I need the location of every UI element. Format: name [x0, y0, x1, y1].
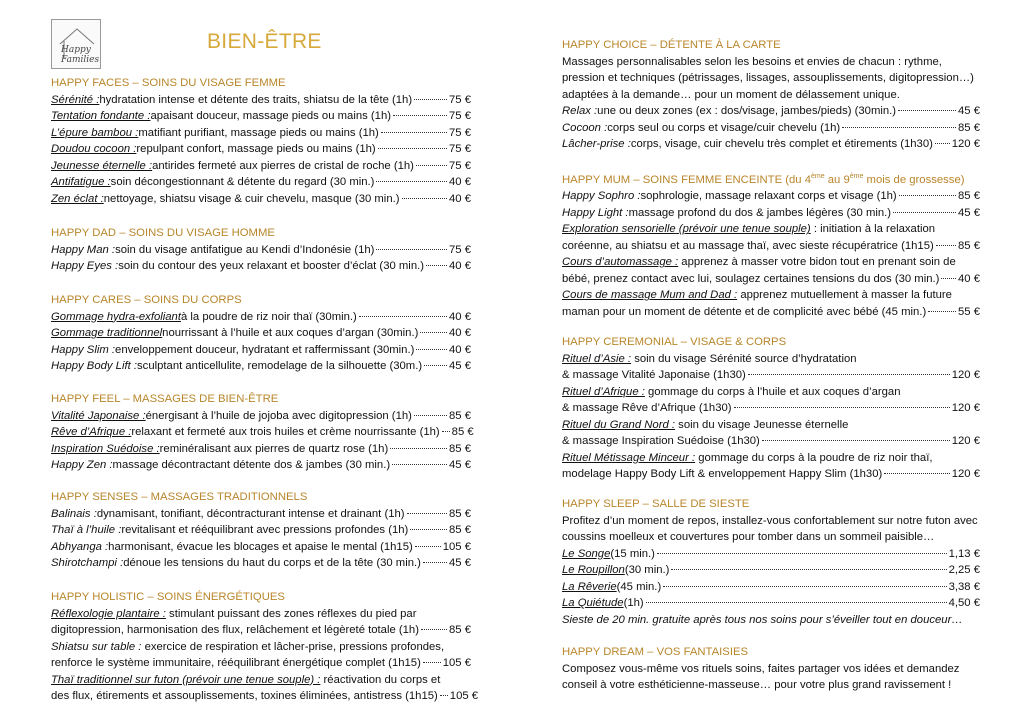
dot-leader: [378, 148, 447, 149]
item-desc: dynamisant, tonifiant, décontracturant intense et drainant (1h): [96, 507, 405, 520]
menu-item: [562, 595, 980, 612]
item-desc: sophrologie, massage relaxant corps et visage (1h): [640, 190, 897, 203]
dot-leader: [402, 198, 447, 199]
item-desc: coréenne, au shiatsu et au massage thaï, avec sieste récupératrice (1h15): [562, 239, 934, 252]
menu-item-line1: [562, 450, 980, 467]
item-price: 105 €: [442, 657, 471, 669]
menu-item: [51, 174, 471, 191]
item-price: 55 €: [958, 305, 980, 318]
section-happy-dream: [562, 644, 980, 694]
section-title: HAPPY CARES – SOINS DU CORPS: [51, 294, 242, 306]
item-price: 85 €: [449, 409, 471, 422]
item-desc: (30 min.): [624, 564, 670, 576]
item-price: 105 €: [442, 540, 471, 553]
section-title: HAPPY SLEEP – SALLE DE SIESTE: [562, 498, 750, 510]
title-sup: ème: [849, 173, 864, 180]
logo-text: [61, 45, 99, 65]
section-happy-mum: [562, 169, 980, 320]
item-price: 40 €: [449, 176, 471, 188]
menu-item: [51, 242, 471, 259]
dot-leader: [442, 431, 450, 432]
item-price: 40 €: [449, 260, 471, 272]
item-name: Antifatigue :: [51, 176, 111, 188]
item-desc-line1: : initiation à la relaxation: [810, 223, 936, 236]
dot-leader: [893, 212, 956, 213]
item-name: Le Roupillon: [562, 564, 625, 576]
item-name: Tentation fondante :: [51, 110, 151, 122]
item-desc: & massage Inspiration Suédoise (1h30): [562, 435, 760, 447]
menu-item-line1: [51, 639, 471, 656]
item-desc: nettoyage, shiatsu visage & cuir chevelu, masque (30 min.): [103, 192, 400, 205]
item-desc: des flux, étirements et assouplissements, toxines éliminées, antistress (1h15): [51, 690, 438, 702]
item-price: 75 €: [449, 110, 471, 122]
item-name: Rêve d’Afrique :: [51, 426, 132, 438]
dot-leader: [390, 448, 447, 449]
menu-item: [51, 158, 471, 175]
section-intro: Composez vous-même vos rituels soins, faites partager vos idées et demandez conseil à votre esthéticienne-masseuse… pour votre plus grand ravissement !: [562, 662, 960, 691]
item-price: 120 €: [951, 468, 980, 480]
item-desc-line1: apprenez mutuellement à masser la future: [737, 289, 952, 302]
menu-item: [562, 136, 980, 153]
dot-leader: [941, 278, 956, 279]
title-part: mois de grossesse): [863, 173, 965, 186]
item-name: Happy Zen :: [51, 459, 113, 471]
dot-leader: [657, 553, 947, 554]
menu-item: [51, 622, 471, 639]
menu-item: [51, 506, 471, 523]
item-desc-line1: gommage du corps à l’huile et aux coques d’argan: [644, 385, 901, 398]
item-name: Rituel du Grand Nord :: [562, 418, 676, 431]
item-name: La Rêverie: [562, 580, 617, 593]
dot-leader: [663, 586, 946, 587]
logo-line2: Families: [61, 55, 100, 65]
dot-leader: [376, 181, 447, 182]
section-title: HAPPY FEEL – MASSAGES DE BIEN-ÊTRE: [51, 393, 279, 405]
dot-leader: [762, 440, 950, 441]
section-happy-holistic: [51, 589, 479, 705]
item-desc: corps seul ou corps et visage/cuir chevelu (1h): [607, 121, 841, 134]
item-desc: antirides fermeté aux pierres de cristal de roche (1h): [152, 159, 414, 172]
item-name: Inspiration Suédoise :: [51, 442, 160, 455]
menu-item: [562, 271, 980, 288]
section-title: HAPPY FACES – SOINS DU VISAGE FEMME: [51, 77, 286, 89]
dot-leader: [407, 513, 447, 514]
item-name: Jeunesse éternelle :: [51, 159, 153, 172]
item-price: 45 €: [449, 557, 471, 569]
item-desc: bébé, prenez contact avec lui, soulagez certaines tensions du dos (30 min.): [562, 272, 940, 285]
menu-item: [51, 441, 471, 458]
item-name: Gommage hydra-exfoliant: [51, 310, 181, 323]
dot-leader: [392, 464, 447, 465]
dot-leader: [423, 562, 447, 563]
item-name: Shiatsu sur table :: [51, 640, 142, 653]
item-desc: massage décontractant détente dos & jambes (30 min.): [112, 459, 391, 471]
section-intro: Profitez d’un moment de repos, installez-vous confortablement sur notre futon avec coussins moelleux et couvertures pour tomber dans un sommeil paisible…: [562, 514, 978, 543]
item-desc-line1: réactivation du corps et: [320, 673, 441, 686]
item-name: Rituel d’Asie :: [562, 352, 632, 365]
section-happy-feel: [51, 391, 474, 474]
item-name: Thaï à l’huile :: [51, 524, 122, 536]
dot-leader: [646, 602, 947, 603]
item-desc-line1: gommage du corps à la poudre de riz noir thaï,: [695, 451, 933, 464]
dot-leader: [936, 245, 956, 246]
menu-item: [51, 688, 479, 705]
item-price: 105 €: [449, 690, 479, 702]
dot-leader: [416, 349, 447, 350]
menu-item: [562, 304, 980, 321]
section-happy-senses: [51, 489, 471, 572]
item-desc: sculptant anticellulite, remodelage de la silhouette (30m.): [137, 360, 423, 372]
menu-item-line1: [51, 606, 471, 623]
dot-leader: [421, 629, 447, 630]
item-price: 120 €: [951, 138, 980, 150]
menu-item: [51, 539, 471, 556]
item-price: 75 €: [449, 126, 471, 139]
item-name: Cours d’automassage :: [562, 256, 679, 269]
section-title: HAPPY DAD – SOINS DU VISAGE HOMME: [51, 227, 275, 239]
section-title: HAPPY CHOICE – DÉTENTE À LA CARTE: [562, 39, 781, 51]
item-name-note: (prévoir une tenue souple): [675, 223, 811, 236]
item-price: 120 €: [951, 369, 980, 381]
dot-leader: [381, 132, 447, 133]
item-name: Doudou cocoon :: [51, 143, 137, 155]
item-price: 85 €: [449, 624, 471, 636]
section-title: HAPPY CEREMONIAL – VISAGE & CORPS: [562, 336, 787, 348]
item-desc: (1h): [623, 597, 644, 609]
item-desc: harmonisant, évacue les blocages et apaise le mental (1h15): [108, 540, 413, 553]
dot-leader: [376, 249, 447, 250]
item-desc: soin décongestionnant & détente du regard (30 min.): [110, 176, 375, 188]
item-desc: revitalisant et rééquilibrant avec pressions profondes (1h): [121, 524, 409, 536]
item-name: Happy Light :: [562, 206, 629, 219]
item-price: 85 €: [451, 426, 474, 438]
item-price: 40 €: [449, 327, 471, 339]
menu-item: [51, 555, 471, 572]
item-desc: à la poudre de riz noir thaï (30min.): [180, 310, 357, 323]
item-desc: matifiant purifiant, massage pieds ou mains (1h): [138, 126, 379, 139]
menu-item: [51, 424, 474, 441]
item-name: Zen éclat :: [51, 192, 104, 205]
dot-leader: [928, 311, 956, 312]
item-price: 2,25 €: [948, 564, 980, 576]
menu-item: [562, 546, 980, 563]
item-price: 120 €: [951, 402, 980, 414]
section-title: [562, 169, 980, 188]
section-title: HAPPY HOLISTIC – SOINS ÉNERGÉTIQUES: [51, 591, 285, 603]
item-name: Cocoon :: [562, 121, 608, 134]
logo: [51, 19, 101, 69]
item-desc-line1: stimulant puissant des zones réflexes du pied par: [165, 607, 417, 620]
item-desc: hydratation intense et détente des traits, shiatsu de la tête (1h): [99, 93, 413, 106]
dot-leader: [423, 662, 441, 663]
dot-leader: [414, 415, 447, 416]
section-happy-cares: [51, 292, 471, 375]
section-happy-sleep: [562, 496, 980, 628]
item-name: Le Songe: [562, 547, 611, 560]
menu-item-line1: [562, 417, 980, 434]
item-price: 75 €: [449, 143, 471, 155]
item-desc: renforce le système immunitaire, rééquilibrant énergétique complet (1h15): [51, 657, 421, 669]
item-name: Gommage traditionnel: [51, 327, 163, 339]
item-price: 45 €: [449, 360, 471, 372]
item-name: Sérénité :: [51, 93, 100, 106]
section-happy-choice: [562, 37, 980, 153]
item-price: 3,38 €: [948, 580, 980, 593]
sieste-note: Sieste de 20 min. gratuite après tous nos soins pour s’éveiller tout en douceur…: [562, 613, 963, 626]
item-name: Lâcher-prise :: [562, 138, 631, 150]
menu-item: [562, 188, 980, 205]
dot-leader: [748, 374, 950, 375]
menu-item: [51, 655, 471, 672]
item-price: 45 €: [449, 459, 471, 471]
section-happy-faces: [51, 75, 471, 207]
dot-leader: [426, 265, 447, 266]
item-name: Happy Man :: [51, 243, 116, 256]
item-price: 40 €: [449, 192, 471, 205]
menu-item: [51, 191, 471, 208]
menu-item: [562, 103, 980, 120]
menu-item-line1: [562, 221, 980, 238]
item-price: 45 €: [958, 206, 980, 219]
menu-item: [51, 125, 471, 142]
menu-item: [562, 205, 980, 222]
menu-item: [51, 342, 471, 359]
item-price: 85 €: [449, 442, 471, 455]
item-desc: massage profond du dos & jambes légères (30 min.): [628, 206, 892, 219]
menu-item: [51, 309, 471, 326]
menu-item: [51, 358, 471, 375]
item-desc: (15 min.): [610, 547, 655, 560]
item-name: Happy Eyes :: [51, 260, 119, 272]
item-desc: apaisant douceur, massage pieds ou mains (1h): [150, 110, 391, 122]
item-desc: & massage Rêve d’Afrique (1h30): [562, 402, 732, 414]
dot-leader: [884, 473, 949, 474]
menu-item: [51, 325, 471, 342]
dot-leader: [935, 143, 950, 144]
item-price: 40 €: [449, 310, 471, 323]
menu-item: [51, 108, 471, 125]
section-title: HAPPY SENSES – MASSAGES TRADITIONNELS: [51, 491, 308, 503]
item-price: 1,13 €: [948, 547, 980, 560]
dot-leader: [899, 195, 956, 196]
item-price: 85 €: [958, 190, 980, 203]
item-price: 45 €: [958, 105, 980, 117]
dot-leader: [416, 165, 447, 166]
item-price: 75 €: [449, 159, 471, 172]
menu-item: [562, 400, 980, 417]
menu-item: [51, 92, 471, 109]
menu-item-line1: [562, 254, 980, 271]
section-intro: Massages personnalisables selon les besoins et envies de chacun : rythme, pression et techniques (pétrissages, lissages, assouplissements, digitopression…) adaptées à la demande… pour un moment de délassement unique.: [562, 55, 974, 101]
dot-leader: [440, 695, 448, 696]
dot-leader: [420, 332, 447, 333]
item-price: 85 €: [958, 239, 980, 252]
dot-leader: [842, 127, 956, 128]
item-desc: une ou deux zones (ex : dos/visage, jambes/pieds) (30min.): [597, 105, 897, 117]
menu-item: [51, 522, 471, 539]
item-desc-line1: soin du visage Sérénité source d’hydratation: [631, 352, 857, 365]
menu-item: [562, 466, 980, 483]
dot-leader: [898, 110, 956, 111]
title-part: au 9: [824, 173, 850, 186]
logo-line1: Happy: [61, 45, 91, 55]
menu-item-line1: [562, 287, 980, 304]
item-name: Vitalité Japonaise :: [51, 409, 146, 422]
item-desc: & massage Vitalité Japonaise (1h30): [562, 369, 746, 381]
item-name: Happy Slim :: [51, 343, 116, 356]
item-desc: nourrissant à l’huile et aux coques d’argan (30min.): [162, 327, 419, 339]
item-desc: soin du visage antifatigue au Kendi d’Indonésie (1h): [115, 243, 375, 256]
item-price: 40 €: [958, 272, 980, 285]
dot-leader: [671, 569, 946, 570]
item-desc: soin du contour des yeux relaxant et booster d’éclat (30 min.): [118, 260, 424, 272]
page-title: BIEN-ÊTRE: [207, 30, 322, 53]
section-title: HAPPY DREAM – VOS FANTAISIES: [562, 646, 749, 658]
item-name: Balinais :: [51, 507, 97, 520]
item-desc: énergisant à l’huile de jojoba avec digitopression (1h): [145, 409, 412, 422]
dot-leader: [734, 407, 950, 408]
section-happy-ceremonial: [562, 334, 980, 483]
menu-item: [51, 141, 471, 158]
item-desc: dénoue les tensions du haut du corps et de la tête (30 min.): [123, 557, 421, 569]
item-desc-line1: soin du visage Jeunesse éternelle: [675, 418, 849, 431]
title-sup: ème: [811, 173, 825, 180]
item-desc: reminéralisant aux pierres de quartz rose (1h): [159, 442, 389, 455]
item-name-note: (prévoir une tenue souple) :: [179, 673, 321, 686]
menu-item: [51, 258, 471, 275]
dot-leader: [424, 365, 447, 366]
item-name: Réflexologie plantaire :: [51, 607, 166, 620]
menu-item: [562, 433, 980, 450]
item-name: Happy Sophro :: [562, 190, 641, 203]
item-name: Relax :: [562, 105, 598, 117]
menu-item-line1: [562, 351, 980, 368]
item-desc: relaxant et fermeté aux trois huiles et crème nourrissante (1h): [131, 426, 440, 438]
item-desc: enveloppement douceur, hydratant et raffermissant (30min.): [115, 343, 415, 356]
item-name: Shirotchampi :: [51, 557, 124, 569]
item-desc: repulpant confort, massage pieds ou mains (1h): [136, 143, 376, 155]
section-happy-dad: [51, 225, 471, 275]
item-price: 4,50 €: [948, 597, 980, 609]
menu-item: [51, 457, 471, 474]
item-name: Happy Body Lift :: [51, 360, 138, 372]
menu-item: [562, 120, 980, 137]
item-price: 85 €: [958, 121, 980, 134]
menu-item-line1: [562, 384, 980, 401]
item-price: 120 €: [951, 435, 980, 447]
menu-item: [562, 562, 980, 579]
item-price: 85 €: [449, 507, 471, 520]
dot-leader: [415, 546, 441, 547]
dot-leader: [359, 316, 447, 317]
item-desc-line1: apprenez à masser votre bidon tout en prenant soin de: [678, 256, 956, 269]
item-desc: modelage Happy Body Lift & enveloppement Happy Slim (1h30): [562, 468, 883, 480]
dot-leader: [410, 529, 447, 530]
item-price: 85 €: [449, 524, 471, 536]
menu-item: [51, 408, 471, 425]
item-price: 75 €: [449, 243, 471, 256]
item-desc: digitopression, harmonisation des flux, relâchement et légèreté totale (1h): [51, 624, 419, 636]
item-price: 75 €: [449, 93, 471, 106]
item-price: 40 €: [449, 343, 471, 356]
item-name: Abhyanga :: [51, 540, 109, 553]
menu-item: [562, 367, 980, 384]
item-name: Exploration sensorielle: [562, 223, 676, 236]
menu-item: [562, 579, 980, 596]
item-name: Thaï traditionnel sur futon: [51, 673, 180, 686]
item-desc-line1: exercice de respiration et lâcher-prise, pressions profondes,: [141, 640, 445, 653]
item-name: Rituel d’Afrique :: [562, 385, 645, 398]
title-part: HAPPY MUM – SOINS FEMME ENCEINTE (du 4: [562, 173, 812, 186]
dot-leader: [393, 115, 447, 116]
item-name: La Quiétude: [562, 597, 624, 609]
menu-item: [562, 238, 980, 255]
item-desc: maman pour un moment de détente et de complicité avec bébé (45 min.): [562, 305, 927, 318]
menu-item-line1: [51, 672, 471, 689]
item-name: L’épure bambou :: [51, 126, 139, 139]
item-desc: (45 min.): [616, 580, 662, 593]
item-name: Rituel Métissage Minceur :: [562, 451, 696, 464]
item-desc: corps, visage, cuir chevelu très complet et étirements (1h30): [630, 138, 933, 150]
item-name: Cours de massage Mum and Dad :: [562, 289, 738, 302]
dot-leader: [414, 99, 447, 100]
